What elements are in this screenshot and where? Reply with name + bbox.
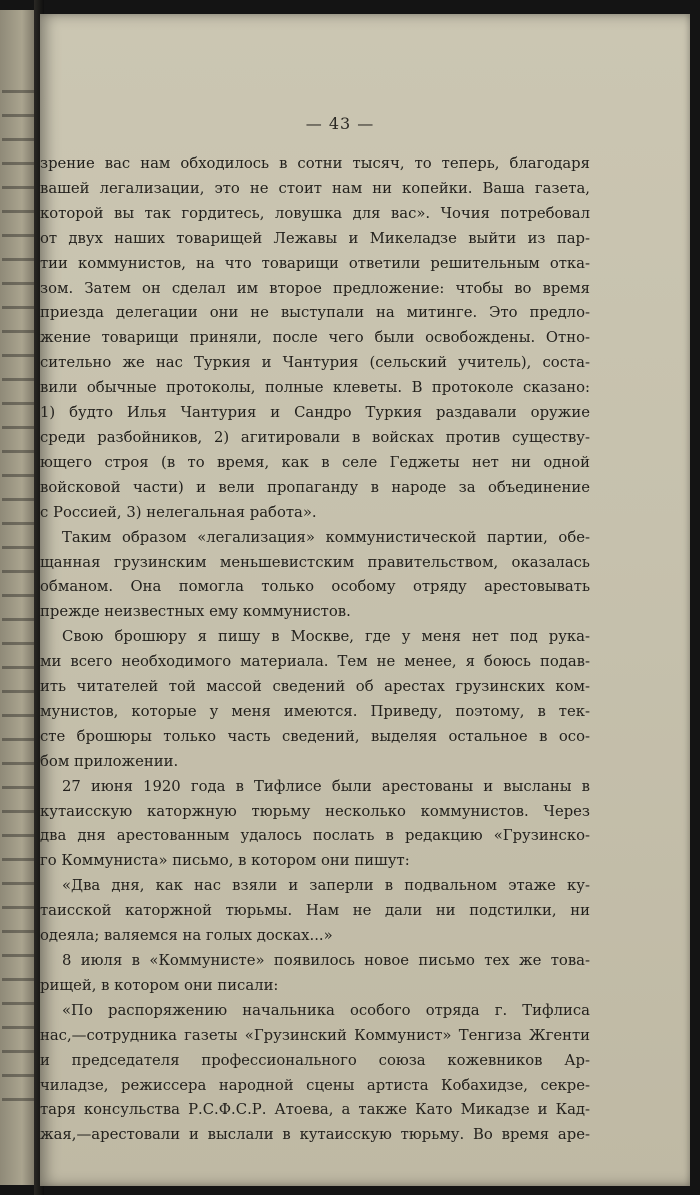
text-line: 1) будто Илья Чантурия и Сандро Туркия раздавали оружие — [40, 404, 590, 422]
text-line: ющего строя (в то время, как в селе Геджеты нет ни одной — [40, 453, 590, 471]
text-line: ить читателей той массой сведений об арестах грузинских ком- — [40, 678, 590, 696]
text-line: прежде неизвестных ему коммунистов. — [40, 603, 351, 621]
text-line: сте брошюры только часть сведений, выделяя остальное в осо- — [40, 727, 590, 745]
page-number: — 43 — — [305, 114, 375, 133]
text-line: го Коммуниста» письмо, в котором они пишут: — [40, 852, 410, 870]
text-line: зрение вас нам обходилось в сотни тысяч, то теперь, благодаря — [40, 155, 590, 172]
text-line: жение товарищи приняли, после чего были освобождены. Отно- — [40, 329, 590, 347]
text-line: мунистов, которые у меня имеются. Приведу, поэтому, в тек- — [40, 702, 590, 720]
text-line: тии коммунистов, на что товарищи ответили решительным отка- — [40, 254, 590, 272]
text-line: нас,—сотрудника газеты «Грузинский Коммунист» Тенгиза Жгенти — [40, 1026, 590, 1044]
text-line: два дня арестованным удалось послать в редакцию «Грузинско- — [40, 827, 590, 845]
left-page-text-fragment — [2, 90, 36, 1110]
text-line: сительно же нас Туркия и Чантурия (сельский учитель), соста- — [40, 354, 590, 372]
text-line: вашей легализации, это не стоит нам ни копейки. Ваша газета, — [40, 179, 590, 197]
text-line: и председателя профессионального союза кожевников Ар- — [40, 1051, 590, 1069]
text-line: одеяла; валяемся на голых досках...» — [40, 927, 333, 945]
text-line: таисской каторжной тюрьмы. Нам не дали ни подстилки, ни — [40, 902, 590, 920]
text-line: ми всего необходимого материала. Тем не менее, я боюсь подав- — [40, 653, 590, 671]
text-line: войсковой части) и вели пропаганду в народе за объединение — [40, 478, 590, 496]
text-line: «По распоряжению начальника особого отряда г. Тифлиса — [62, 1001, 590, 1019]
page-body-text — [40, 152, 590, 1148]
text-line: 8 июля в «Коммунисте» появилось новое письмо тех же това- — [62, 952, 590, 969]
text-line: бом приложении. — [40, 752, 179, 770]
text-line: с Россией, 3) нелегальная работа». — [40, 503, 317, 521]
text-line: от двух наших товарищей Лежавы и Микеладзе выйти из пар- — [40, 229, 590, 247]
text-line: 27 июня 1920 года в Тифлисе были арестованы и высланы в — [62, 777, 590, 795]
text-line: рищей, в котором они писали: — [40, 976, 279, 994]
text-line: обманом. Она помогла только особому отряду арестовывать — [40, 578, 590, 596]
text-line: чиладзе, режиссера народной сцены артиста Кобахидзе, секре- — [40, 1076, 590, 1094]
text-line: приезда делегации они не выступали на митинге. Это предло- — [40, 304, 590, 322]
text-line: зом. Затем он сделал им второе предложение: чтобы во время — [40, 279, 590, 297]
text-line: «Два дня, как нас взяли и заперли в подвальном этаже ку- — [62, 877, 590, 895]
text-line: щанная грузинским меньшевистским правительством, оказалась — [40, 553, 590, 571]
text-line: Свою брошюру я пишу в Москве, где у меня нет под рука- — [62, 628, 590, 646]
text-line: среди разбойников, 2) агитировали в войсках против существу- — [40, 428, 590, 446]
text-line: вили обычные протоколы, полные клеветы. В протоколе сказано: — [40, 379, 590, 397]
text-line: таря консульства Р.С.Ф.С.Р. Атоева, а также Като Микадзе и Кад- — [40, 1101, 590, 1119]
book-page — [40, 14, 690, 1186]
text-line: жая,—арестовали и выслали в кутаисскую тюрьму. Во время аре- — [40, 1126, 590, 1144]
text-line: кутаисскую каторжную тюрьму несколько коммунистов. Через — [40, 802, 590, 820]
text-line: которой вы так гордитесь, ловушка для вас». Чочия потребовал — [40, 204, 590, 222]
text-line: Таким образом «легализация» коммунистической партии, обе- — [62, 528, 590, 546]
